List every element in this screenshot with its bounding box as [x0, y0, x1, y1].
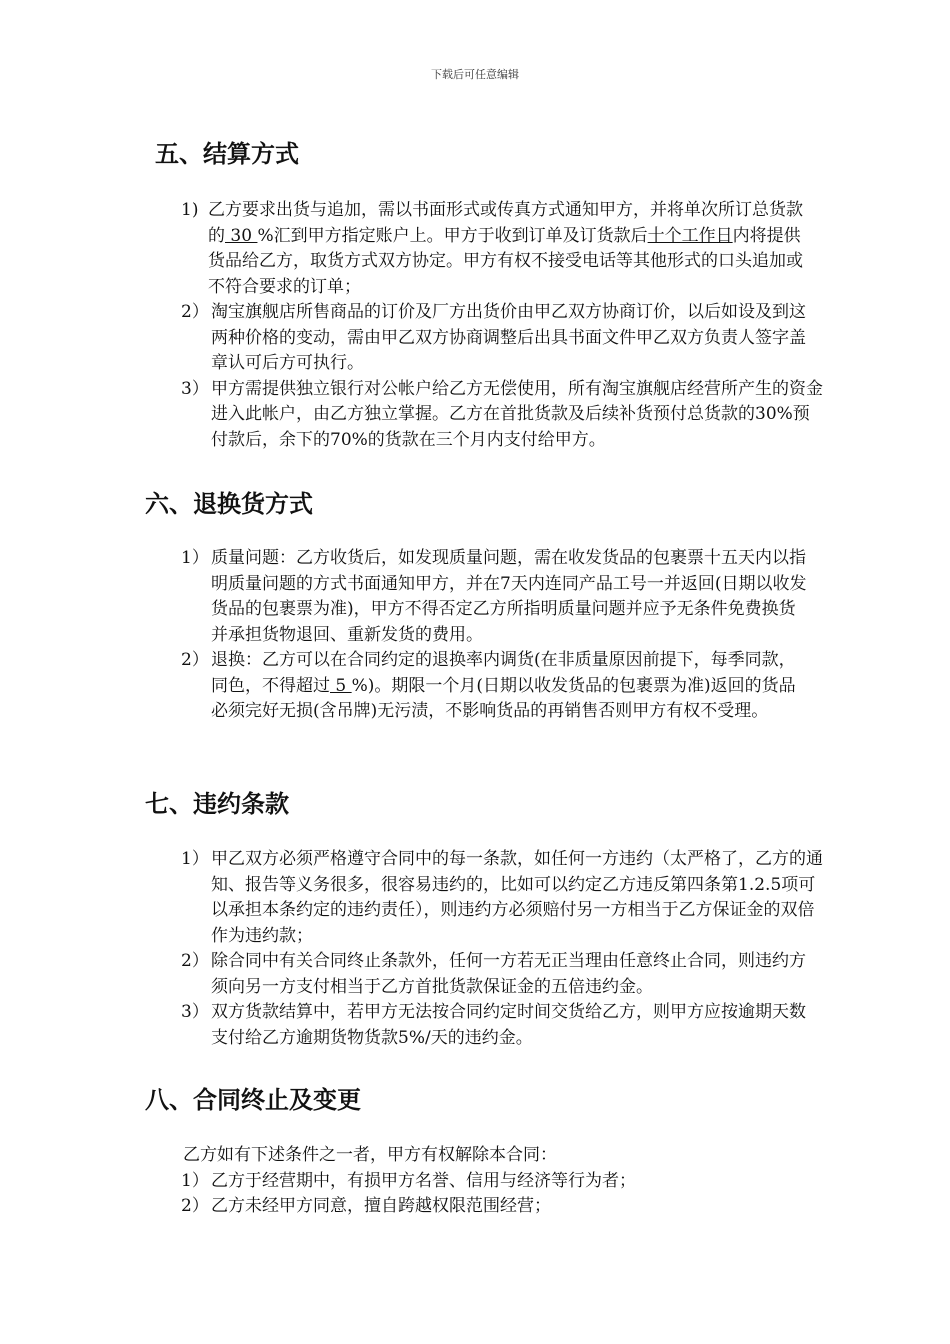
list-item: [181, 1000, 811, 1051]
exchange-rate-percent: 5: [330, 675, 352, 696]
item-number: 2）: [181, 302, 209, 322]
section-5-title: 五、结算方式: [155, 140, 299, 168]
deposit-percent: 30: [225, 225, 258, 246]
item-number: 1）: [181, 548, 209, 568]
section-8-intro: 乙方如有下述条件之一者，甲方有权解除本合同：: [183, 1145, 557, 1165]
section-7-title: 七、违约条款: [145, 790, 289, 818]
section-8-body: [0, 1143, 950, 1220]
item-number: 1）: [181, 1170, 209, 1191]
list-item: [181, 1169, 811, 1195]
item-text: 甲乙双方必须严格遵守合同中的每一条款，如任何一方违约（太严格了，乙方的通知、报告等义务很多，很容易违约的，比如可以约定乙方违反第四条第1.2.5项可以承担本条约定的违约责任），则违约方必须赔付另一方相当于乙方保证金的双倍作为违约款；: [211, 849, 823, 946]
section-5-body: [0, 198, 950, 453]
item-text: 除合同中有关合同终止条款外，任何一方若无正当理由任意终止合同，则违约方须向另一方支付相当于乙方首批货款保证金的五倍违约金。: [211, 951, 806, 997]
item-text: 淘宝旗舰店所售商品的订价及厂方出货价由甲乙双方协商订价，以后如设及到这两种价格的变动，需由甲乙双方协商调整后出具书面文件甲乙双方负责人签字盖章认可后方可执行。: [211, 302, 806, 373]
item-number: 1): [181, 200, 199, 220]
page-header: 下载后可任意编辑: [431, 68, 519, 81]
list-item: [181, 300, 811, 377]
list-item: [181, 949, 811, 1000]
item-number: 2）: [181, 650, 209, 670]
item-text: 质量问题：乙方收货后，如发现质量问题，需在收发货品的包裹票十五天内以指明质量问题的方式书面通知甲方，并在7天内连同产品工号一并返回(日期以收发货品的包裹票为准)，甲方不得否定乙方所指明质量问题并应予无条件免费换货并承担货物退回、重新发货的费用。: [211, 548, 807, 645]
list-item: [181, 648, 811, 725]
list-item: [181, 377, 823, 454]
item-number: 2）: [181, 1196, 209, 1216]
delivery-days: 十个工作日: [647, 225, 733, 246]
item-text: 乙方未经甲方同意，擅自跨越权限范围经营；: [211, 1196, 551, 1216]
list-item: [181, 546, 811, 648]
item-text: 双方货款结算中，若甲方无法按合同约定时间交货给乙方，则甲方应按逾期天数支付给乙方逾期货物货款5%/天的违约金。: [211, 1002, 806, 1048]
list-item: [181, 1194, 811, 1220]
item-number: 3）: [181, 378, 209, 399]
item-number: 2）: [181, 951, 209, 971]
list-item: [181, 847, 823, 949]
item-number: 1）: [181, 849, 209, 869]
item-number: 3）: [181, 1002, 209, 1022]
section-8-title: 八、合同终止及变更: [145, 1086, 361, 1114]
list-item: [181, 198, 808, 300]
section-7-body: [0, 847, 950, 1051]
section-6-body: [0, 546, 950, 725]
item-text: 甲方需提供独立银行对公帐户给乙方无偿使用，所有淘宝旗舰店经营所产生的资金进入此帐户，由乙方独立掌握。乙方在首批货款及后续补货预付总货款的30%预付款后，余下的70%的货款在三个月内支付给甲方。: [211, 378, 823, 450]
section-6-title: 六、退换货方式: [145, 490, 313, 518]
item-text: 乙方于经营期中，有损甲方名誉、信用与经济等行为者；: [211, 1170, 636, 1191]
item-text: 乙方要求出货与追加，需以书面形式或传真方式通知甲方，并将单次所订总货款的 30 %汇到甲方指定账户上。甲方于收到订单及订货款后十个工作日内将提供货品给乙方，取货方式双方协定。甲方有权不接受电话等其他形式的口头追加或不符合要求的订单；: [208, 200, 803, 297]
item-text: 退换：乙方可以在合同约定的退换率内调货(在非质量原因前提下，每季同款，同色，不得超过 5 %)。期限一个月(日期以收发货品的包裹票为准)返回的货品必须完好无损(含吊牌)无污渍，不影响货品的再销售否则甲方有权不受理。: [211, 650, 796, 721]
